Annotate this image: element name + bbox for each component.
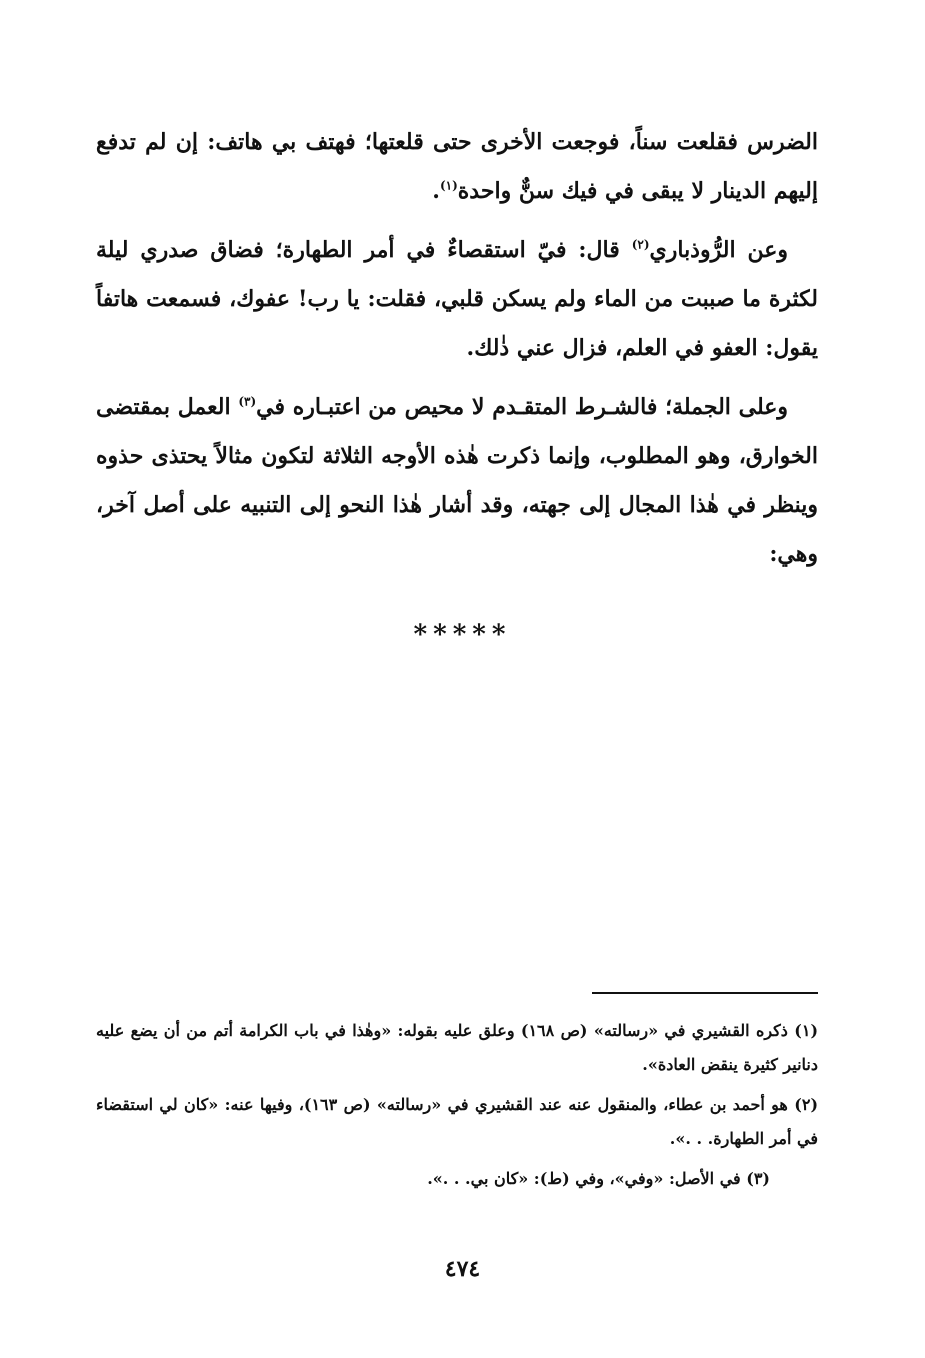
footnote-2-text: هو أحمد بن عطاء، والمنقول عنه عند القشيري في «رسالته» (ص ١٦٣)، وفيها عنه: «كان لي استقضاء في أمر الطهارة. . .».	[96, 1095, 818, 1148]
footnote-3	[96, 1162, 818, 1196]
paragraph-1-text: الضرس فقلعت سناً، فوجعت الأخرى حتى قلعتها؛ فهتف بي هاتف: إن لم تدفع إليهم الدينار لا يبقى في فيك سنٌّ واحدة	[96, 129, 818, 204]
paragraph-2	[96, 226, 818, 373]
paragraph-1-tail: .	[432, 178, 440, 204]
paragraph-3-tail: العمل بمقتضى الخوارق، وهو المطلوب، وإنما ذكرت هٰذه الأوجه الثلاثة لتكون مثالاً يحتذى حذوه وينظر في هٰذا المجال إلى جهته، وقد أشار هٰذا النحو إلى التنبيه على أصل آخر، وهي:	[96, 394, 818, 567]
paragraph-2-tail: قال: فيّ استقصاءٌ في أمر الطهارة؛ فضاق صدري ليلة لكثرة ما صببت من الماء ولم يسكن قلبي، فقلت: يا رب! عفوك، فسمعت هاتفاً يقول: العفو في العلم، فزال عني ذٰلك.	[96, 237, 818, 361]
main-text	[96, 118, 818, 589]
footnote-ref-1: (١)	[439, 178, 458, 193]
paragraph-1	[96, 118, 818, 216]
footnote-3-number: (٣)	[746, 1169, 770, 1188]
footnote-1-text: ذكره القشيري في «رسالته» (ص ١٦٨) وعلق عليه بقوله: «وهٰذا في باب الكرامة أتم من أن يضع عليه دنانير كثيرة ينقض العادة».	[96, 1021, 818, 1074]
paragraph-2-text: وعن الرُّوذباري	[649, 237, 788, 263]
paragraph-3-text: وعلى الجملة؛ فالشـرط المتقـدم لا محيص من اعتبـاره في	[256, 394, 789, 420]
page-number: ٤٧٤	[444, 1256, 481, 1282]
footnote-ref-3: (٣)	[238, 394, 257, 409]
paragraph-3	[96, 383, 818, 579]
footnotes	[96, 1014, 818, 1202]
footnote-1	[96, 1014, 818, 1082]
footnote-1-number: (١)	[794, 1021, 819, 1040]
footnote-ref-2: (٢)	[631, 237, 650, 252]
section-separator: *****	[413, 620, 512, 650]
footnote-divider	[592, 992, 818, 994]
footnote-2	[96, 1088, 818, 1156]
footnote-2-number: (٢)	[794, 1095, 819, 1114]
footnote-3-text: في الأصل: «وفي»، وفي (ط): «كان بي. . .».	[427, 1169, 741, 1188]
